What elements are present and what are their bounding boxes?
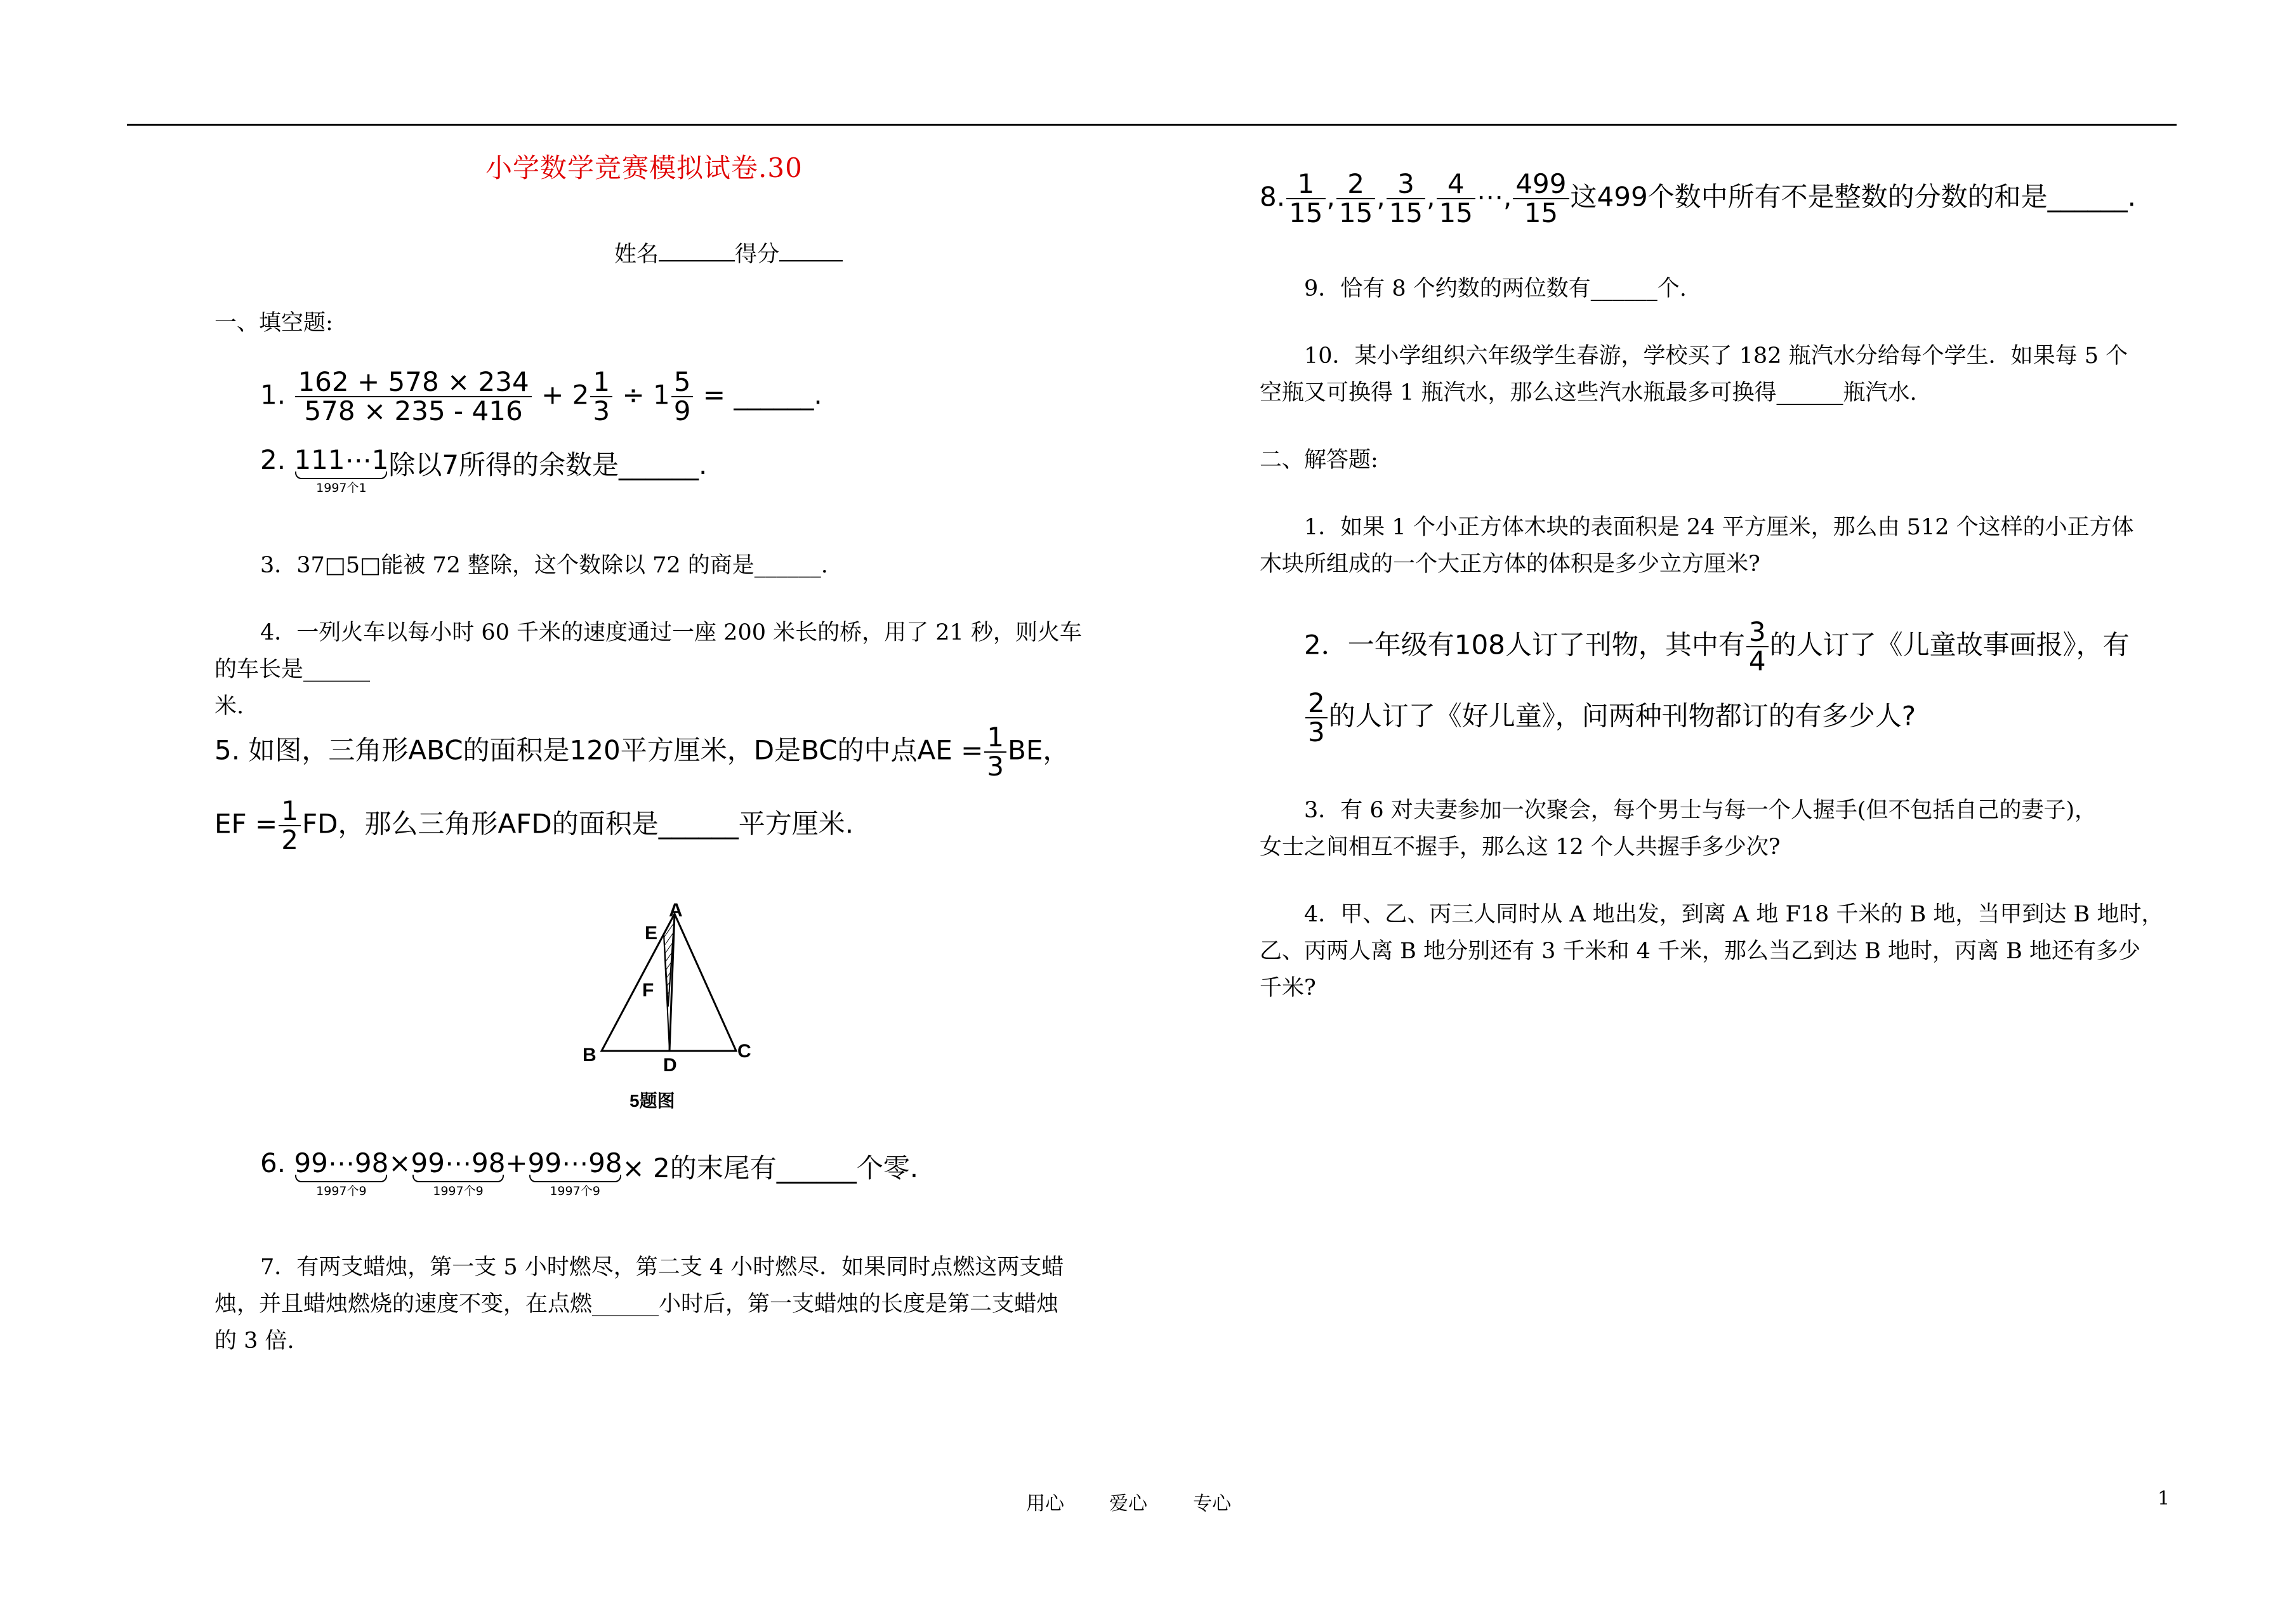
question-10-line2: 空瓶又可换得 1 瓶汽水，那么这些汽水瓶最多可换得______瓶汽水.: [1260, 380, 1917, 406]
question-1: 1. $\frac{162 + 578 \times 234}{578 \times 235 - 416}$ + 2 $\frac{1}{3}$ ÷ 1 $\frac{5}{9}$ = ______.: [260, 366, 822, 427]
question-4-line3: 米.: [214, 694, 244, 719]
answer-4-line2: 乙、丙两人离 B 地分别还有 3 千米和 4 千米，那么当乙到达 B 地时，丙离 B 地还有多少: [1260, 939, 2140, 964]
triangle-figure: [571, 901, 774, 1117]
figure-label-d: D: [663, 1055, 677, 1076]
question-7-line3: 的 3 倍.: [214, 1328, 294, 1354]
answer-4-line1: 4．甲、乙、丙三人同时从 A 地出发，到离 A 地 F18 千米的 B 地，当甲到达 B 地时，: [1304, 902, 2164, 927]
q2-repeated-digits: 111⋯1 1997个1: [294, 444, 389, 495]
question-7-line1: 7．有两支蜡烛，第一支 5 小时燃尽，第二支 4 小时燃尽．如果同时点燃这两支蜡: [260, 1255, 1064, 1280]
question-4-line2: 的车长是______: [214, 657, 371, 682]
name-field[interactable]: [659, 241, 735, 261]
answer-1-line2: 木块所组成的一个大正方体的体积是多少立方厘米?: [1260, 551, 1760, 577]
question-4-line1: 4．一列火车以每小时 60 千米的速度通过一座 200 米长的桥，用了 21 秒，则火车: [260, 620, 1082, 645]
question-10-line1: 10．某小学组织六年级学生春游，学校买了 182 瓶汽水分给每个学生．如果每 5 个: [1304, 343, 2128, 369]
footer-item-1: 用心: [1026, 1493, 1064, 1515]
question-8: 8. $\frac{1}{15}$ , $\frac{2}{15}$ , $\frac{3}{15}$ , $\frac{4}{15}$ ⋯, $\frac{499}{15}$ 这499个数中所有不是整数的分数的和是______.: [1260, 168, 2137, 229]
question-6: 6. 99⋯98 1997个9 ×99⋯98 1997个9 +99⋯98 1997个9 × 2的末尾有______个零.: [260, 1147, 919, 1198]
question-5-line1: 5. 如图，三角形ABC的面积是120平方厘米，D是BC的中点AE = $\frac{1}{3}$ BE，: [214, 722, 1070, 782]
q1-main-fraction: $\frac{162 + 578 \times 234}{578 \times 235 - 416}$: [295, 368, 531, 425]
figure-label-e: E: [645, 923, 658, 944]
answer-3-line1: 3．有 6 对夫妻参加一次聚会，每个男士与每一个人握手(但不包括自己的妻子)，: [1304, 798, 2097, 823]
answer-2-line1: 2．一年级有108人订了刊物，其中有 $\frac{3}{4}$ 的人订了《儿童故事画报》，有: [1304, 616, 2130, 677]
page-number: 1: [2158, 1488, 2170, 1510]
question-9: 9．恰有 8 个约数的两位数有______个.: [1304, 276, 1687, 301]
question-5-line2: EF = $\frac{1}{2}$ FD，那么三角形AFD的面积是______平方厘米.: [214, 795, 854, 856]
score-field[interactable]: [779, 241, 843, 261]
question-2: 2. 111⋯1 1997个1 除以7所得的余数是______.: [260, 444, 708, 495]
question-7-line2: 烛，并且蜡烛燃烧的速度不变，在点燃______小时后，第一支蜡烛的长度是第二支蜡烛: [214, 1291, 1059, 1317]
answer-2-line2: $\frac{2}{3}$ 的人订了《好儿童》，问两种刊物都订的有多少人?: [1304, 689, 1916, 746]
section2-heading: 二、解答题:: [1260, 447, 1378, 473]
section1-heading: 一、填空题:: [214, 310, 333, 336]
score-label: 得分: [735, 242, 780, 267]
figure-label-f: F: [642, 980, 654, 1001]
q1-mixed-fraction-1: $\frac{1}{3}$: [590, 368, 612, 425]
name-label: 姓名: [614, 242, 659, 267]
answer-1-line1: 1．如果 1 个小正方体木块的表面积是 24 平方厘米，那么由 512 个这样的小正方体: [1304, 515, 2134, 540]
footer-item-3: 专心: [1193, 1493, 1231, 1515]
question-3: 3．37□5□能被 72 整除，这个数除以 72 的商是______.: [260, 553, 828, 578]
name-score-line: [614, 236, 843, 273]
answer-4-line3: 千米?: [1260, 975, 1316, 1001]
figure-caption: 5题图: [630, 1091, 675, 1111]
answer-3-line2: 女士之间相互不握手，那么这 12 个人共握手多少次?: [1260, 835, 1781, 860]
figure-label-c: C: [737, 1041, 751, 1062]
figure-label-b: B: [583, 1045, 597, 1066]
footer-item-2: 爱心: [1109, 1493, 1147, 1515]
header-rule: [127, 124, 2177, 126]
figure-label-a: A: [669, 901, 683, 921]
q1-mixed-fraction-2: $\frac{5}{9}$: [671, 368, 694, 425]
page-title: 小学数学竞赛模拟试卷.30: [485, 152, 803, 183]
